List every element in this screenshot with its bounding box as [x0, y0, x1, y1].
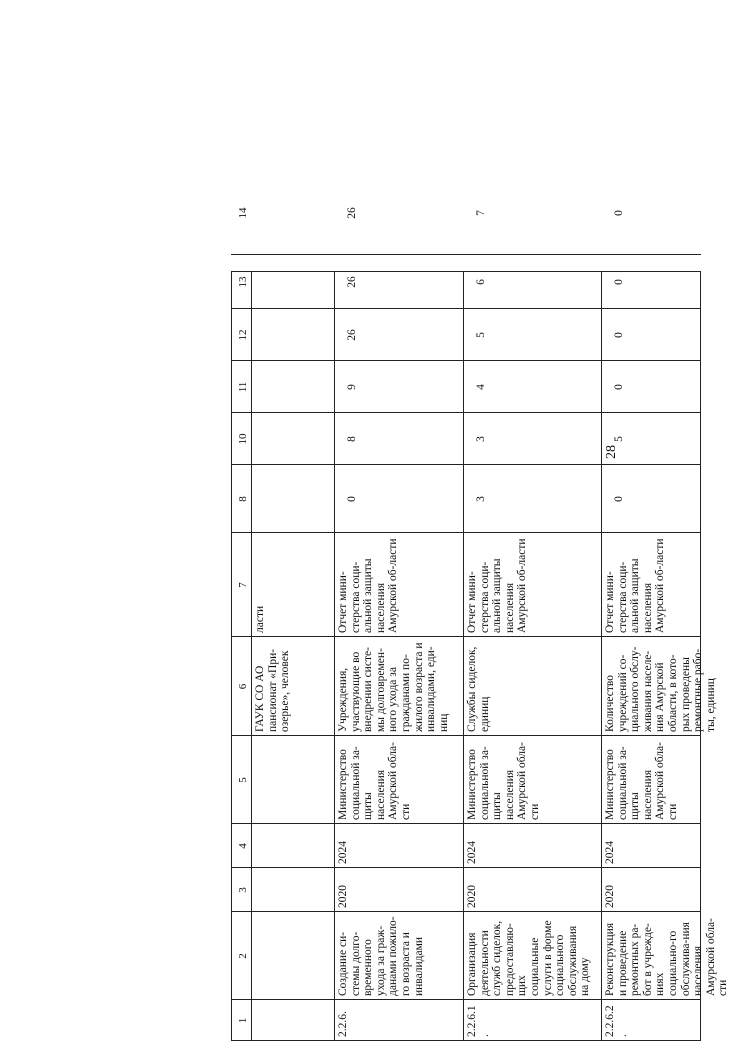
column-header: 13 — [237, 276, 249, 288]
table-cell — [251, 736, 334, 824]
table-cell — [251, 171, 334, 255]
table-cell: Министерство социальной за-щиты населения Амурской обла-сти — [466, 742, 541, 820]
table-cell — [251, 255, 334, 309]
column-header: 8 — [237, 496, 249, 502]
table-cell: 0 — [613, 332, 625, 338]
table-cell: 26 — [346, 207, 358, 219]
table-cell: 0 — [613, 210, 625, 216]
table-cell: 8 — [346, 436, 358, 442]
table-cell: 0 — [346, 496, 358, 502]
table-cell — [251, 361, 334, 413]
table-cell: Отчет мини-стерства соци-альной защиты населения Амурской об-ласти — [604, 538, 667, 633]
table-cell: 9 — [346, 384, 358, 390]
table-cell: 2024 — [337, 841, 349, 864]
table-cell: 26 — [346, 329, 358, 341]
table-cell: Организация деятельности служб сиделок, предоставляю-щих социальные услуги в форме социального обслуживания на дому — [466, 920, 592, 996]
column-header: 1 — [237, 1017, 249, 1024]
table-cell: 7 — [475, 210, 487, 216]
table-cell: 5 — [613, 436, 625, 442]
table-cell: 2024 — [466, 841, 478, 864]
table-cell: Учреждения, участвующие во внедрении систе-мы долговремен-ного ухода за гражданами по-жилого возраста и инвалидами, еди-ниц — [337, 642, 450, 732]
column-header: 7 — [237, 582, 249, 588]
column-header: 4 — [237, 843, 249, 849]
table-cell: Министерство социальной за-щиты населения Амурской обла-сти — [604, 742, 679, 820]
page-number: 28 — [604, 445, 619, 459]
table-cell: 3 — [475, 496, 487, 502]
table-cell — [251, 309, 334, 361]
column-header: 12 — [237, 329, 249, 341]
table-cell: 2020 — [466, 885, 478, 908]
table-cell: 2024 — [604, 841, 616, 864]
table-cell: 2020 — [337, 885, 349, 908]
table-cell: ласти — [254, 605, 266, 633]
table-cell: Создание си-стемы долго-временного ухода за граж-данами пожило-го возраста и инвалидами — [337, 916, 425, 996]
table-cell: 5 — [475, 332, 487, 338]
table-cell — [251, 1000, 334, 1041]
table-cell: 4 — [475, 384, 487, 390]
column-header: 11 — [237, 381, 249, 393]
table-cell: 2.2.6.2. — [604, 1005, 629, 1037]
table-cell: Реконструкция и проведение ремонтных ра-бот в учрежде-ниях социально-го обслужива-ния населения Амурской обла-сти — [604, 918, 730, 996]
data-table — [231, 207, 730, 1041]
column-header: 6 — [237, 683, 249, 690]
column-header: 3 — [237, 887, 249, 893]
table-cell — [251, 465, 334, 533]
table-cell: 2.2.6.1. — [466, 1005, 491, 1037]
table-cell: 2.2.6. — [337, 1011, 349, 1037]
table-cell: 0 — [613, 384, 625, 390]
table-cell: 6 — [475, 279, 487, 285]
column-header: 2 — [237, 953, 249, 959]
table-cell: Министерство социальной за-щиты населения Амурской обла-сти — [337, 742, 412, 820]
table-cell: 3 — [475, 436, 487, 442]
table-cell — [251, 868, 334, 912]
table-cell — [251, 824, 334, 868]
table-cell — [251, 413, 334, 465]
table-cell: 0 — [613, 496, 625, 502]
table-cell: Отчет мини-стерства соци-альной защиты населения Амурской об-ласти — [466, 538, 529, 633]
table-cell: 26 — [346, 276, 358, 288]
column-header: 5 — [237, 777, 249, 783]
column-header: 10 — [237, 433, 249, 445]
table-cell: 0 — [613, 279, 625, 285]
table-cell: Отчет мини-стерства соци-альной защиты населения Амурской об-ласти — [337, 538, 400, 633]
table-cell: 2020 — [604, 885, 616, 908]
table-cell: Количество учреждений со-циального обслу-живания населе-ния Амурской области, в кото-рых проведены ремонтные рабо-ты, единиц — [604, 646, 717, 732]
table-cell: Службы сиделок, единиц — [466, 646, 491, 732]
column-header: 14 — [237, 207, 249, 219]
table-cell — [251, 912, 334, 1000]
table-cell: ГАУК СО АО пансионат «При-озерье», человек — [254, 648, 292, 732]
